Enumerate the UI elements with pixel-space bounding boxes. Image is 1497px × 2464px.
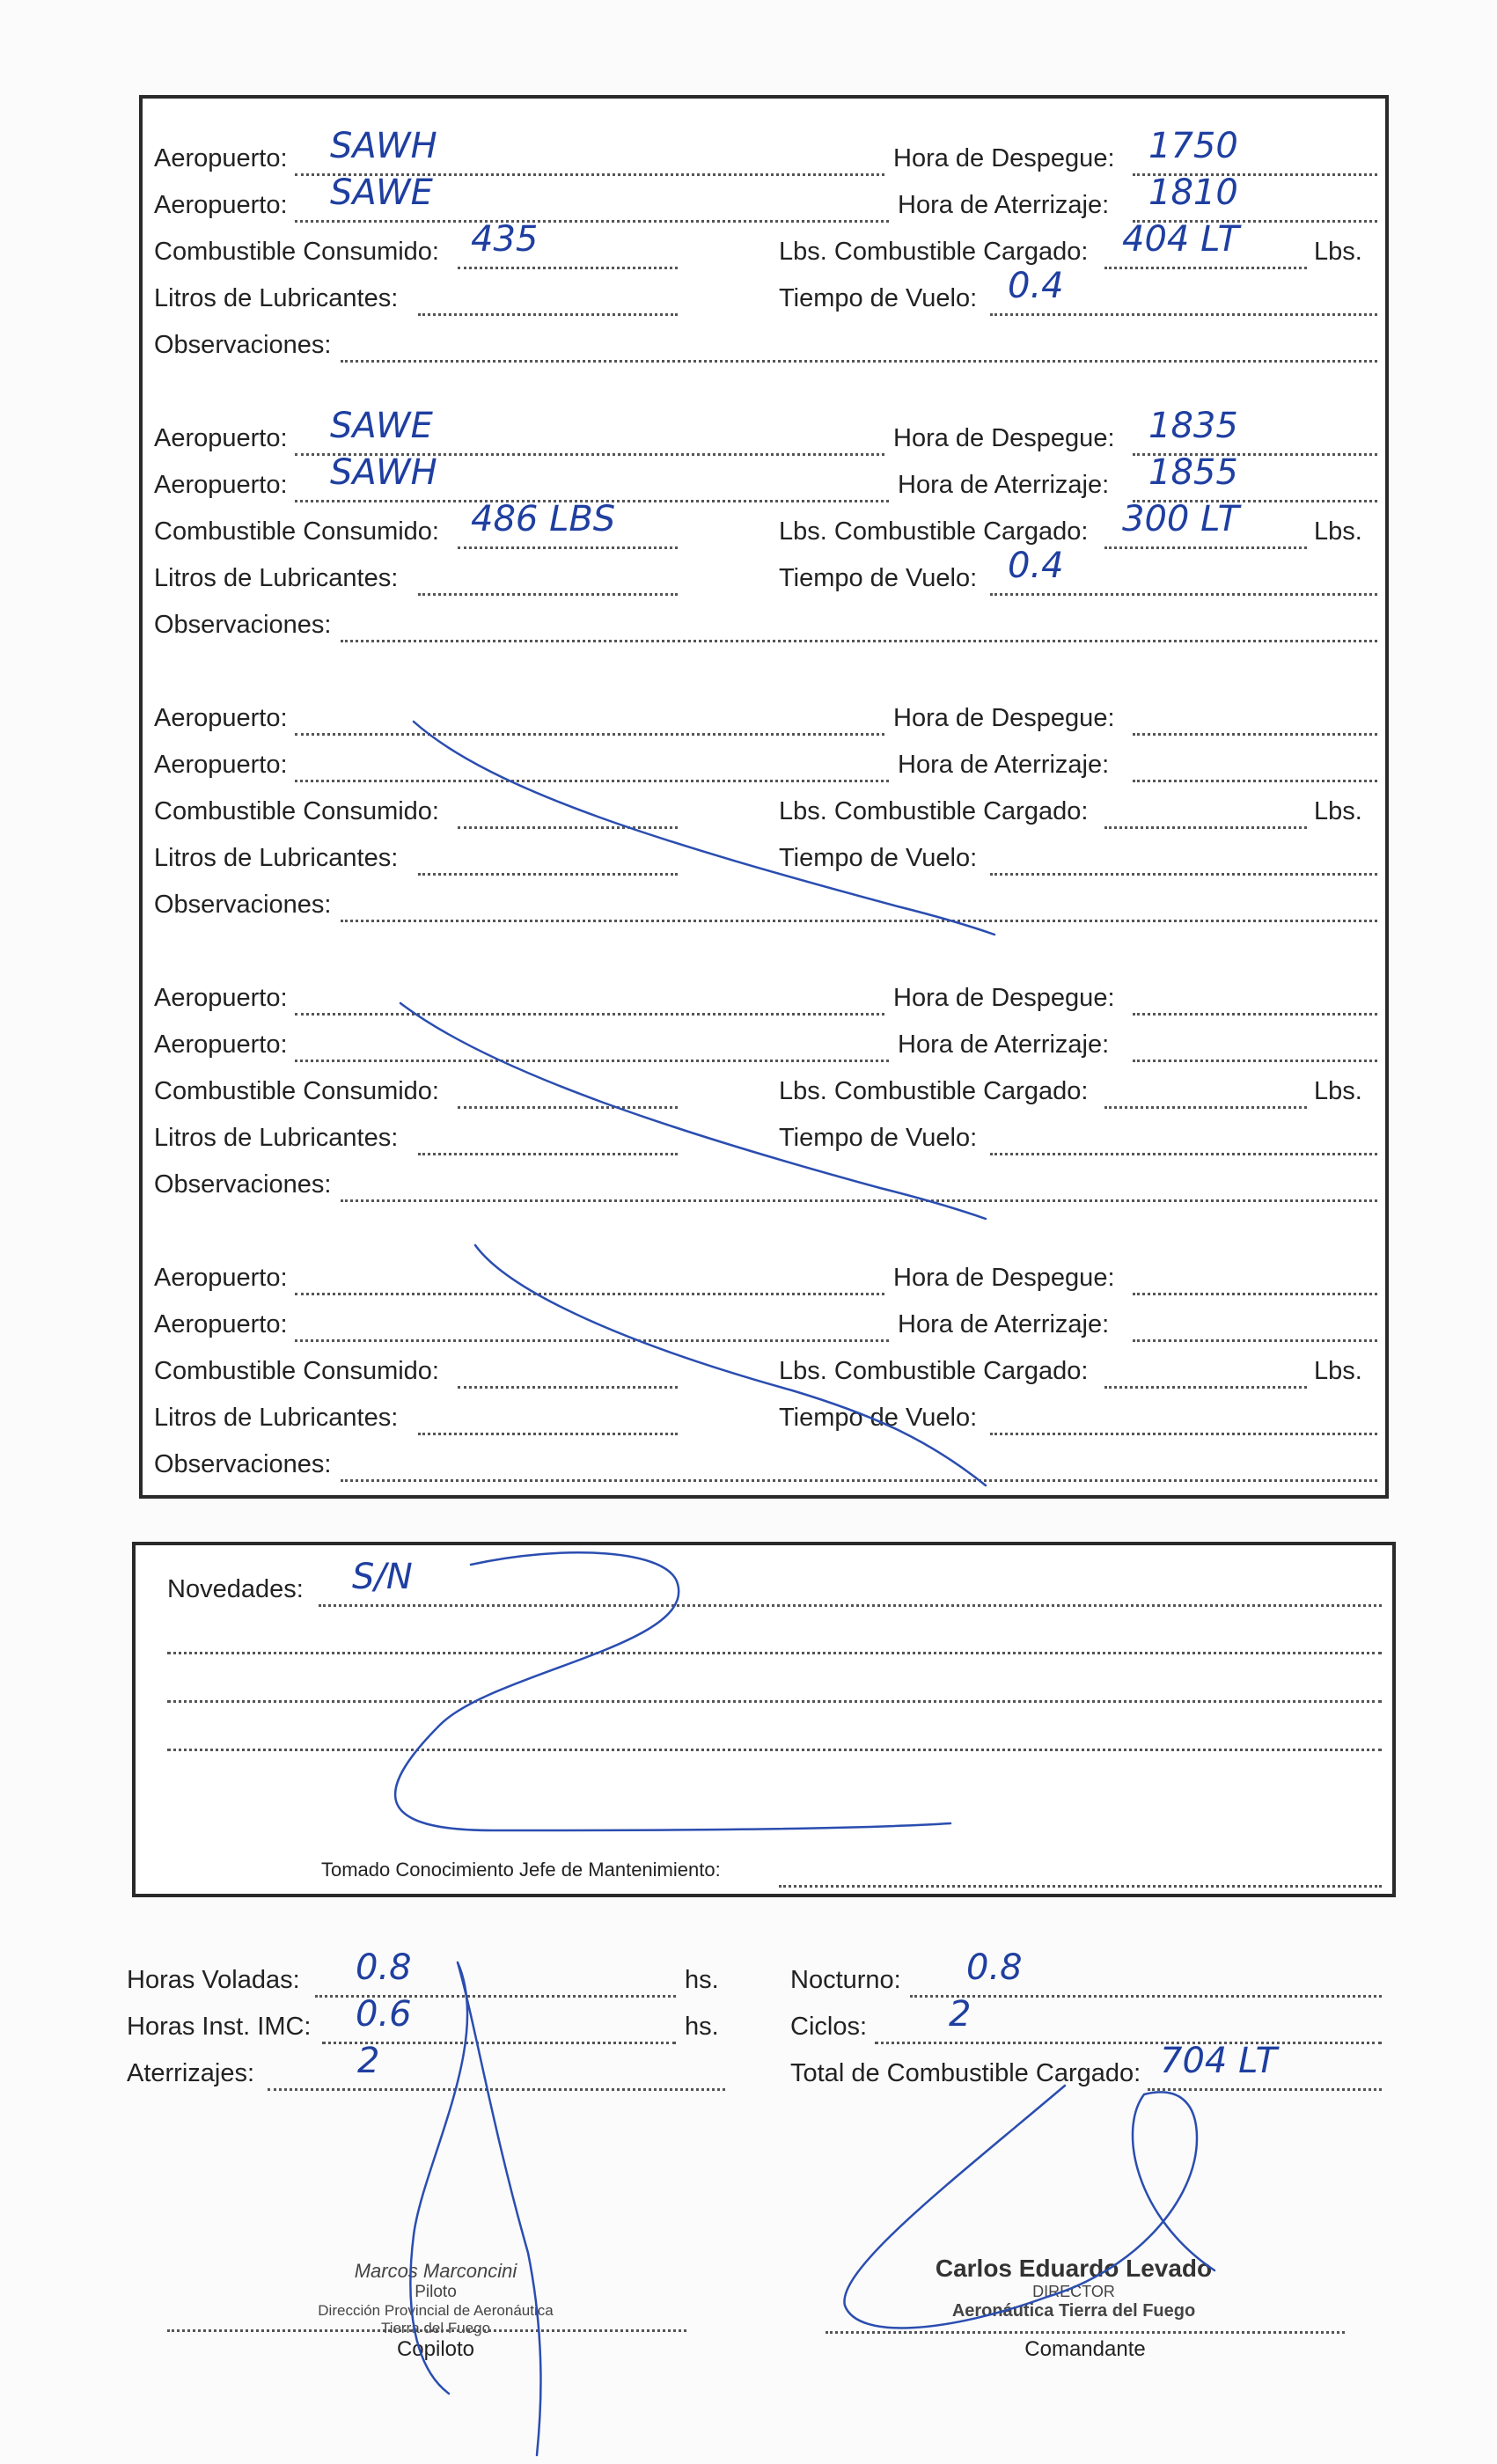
flight-3-combustible-cargado-unit: Lbs. [1314,797,1362,825]
flight-3-combustible-consumido-label: Combustible Consumido: [154,797,439,825]
flight-4-row-3 [154,1074,1377,1109]
flight-5-row-4 [154,1400,1377,1435]
signature-left-title: Piloto [415,2283,457,2301]
flight-1-combustible-cargado-label: Lbs. Combustible Cargado: [779,238,1089,266]
flight-4-aeropuerto-2-label: Aeropuerto: [154,1030,288,1059]
flight-3-hora-aterrizaje-dots [1133,747,1377,782]
flight-2-aeropuerto-2-label: Aeropuerto: [154,471,288,499]
flight-2-combustible-consumido-label: Combustible Consumido: [154,517,439,546]
flight-1-combustible-consumido-value[interactable]: 435 [471,219,539,260]
horas-voladas-value[interactable]: 0.8 [356,1947,412,1988]
flight-2-row-2 [154,452,1377,502]
flight-2-hora-aterrizaje-value[interactable]: 1855 [1148,452,1238,493]
flight-4-tiempo-vuelo-label: Tiempo de Vuelo: [779,1124,978,1152]
novedades-row [167,1557,1382,1607]
horas-voladas-unit: hs. [685,1966,719,1994]
tomado-conocimiento-row [321,1852,1382,1888]
flight-3-hora-despegue-label: Hora de Despegue: [893,704,1115,732]
flight-1-row-1 [154,126,1377,176]
flight-5-combustible-consumido-dots [458,1353,678,1389]
tomado-conocimiento-dots[interactable] [779,1852,1382,1888]
flight-5-hora-aterrizaje-dots [1133,1307,1377,1342]
flight-2-aeropuerto-2-value[interactable]: SAWH [330,452,437,493]
flight-3-hora-despegue-dots [1133,700,1377,736]
novedades-dots [319,1572,1382,1607]
nocturno-value[interactable]: 0.8 [966,1947,1023,1988]
signature-left-line[interactable] [167,2297,686,2332]
flight-3-row-1 [154,700,1377,736]
flight-1-hora-despegue-label: Hora de Despegue: [893,144,1115,172]
horas-voladas-row [127,1947,725,1998]
flight-2-row-4 [154,546,1377,596]
flight-1-hora-despegue-value[interactable]: 1750 [1148,126,1238,166]
aterrizajes-row [127,2041,725,2091]
flight-4-aeropuerto-2-dots [295,1027,889,1062]
flight-2-observaciones-label: Observaciones: [154,611,332,639]
flight-4-combustible-cargado-label: Lbs. Combustible Cargado: [779,1077,1089,1105]
flight-3-row-4 [154,840,1377,876]
flight-1-hora-aterrizaje-value[interactable]: 1810 [1148,172,1238,213]
flight-3-row-5 [154,887,1377,922]
flight-4-aeropuerto-1-dots [295,980,884,1016]
flight-2-tiempo-vuelo-label: Tiempo de Vuelo: [779,564,978,592]
novedades-dots-3 [167,1668,1382,1703]
flight-1-tiempo-vuelo-label: Tiempo de Vuelo: [779,284,978,312]
flight-5-aeropuerto-2-dots [295,1307,889,1342]
flight-4-hora-aterrizaje-dots [1133,1027,1377,1062]
novedades-label: Novedades: [167,1575,304,1603]
flight-2-aeropuerto-1-value[interactable]: SAWE [330,406,433,446]
flight-4-hora-aterrizaje-label: Hora de Aterrizaje: [898,1030,1110,1059]
novedades-value[interactable]: S/N [352,1557,413,1597]
signature-right-name: Carlos Eduardo Levado [935,2255,1213,2282]
flight-3-aeropuerto-2-label: Aeropuerto: [154,751,288,779]
flight-2-combustible-consumido-value[interactable]: 486 LBS [471,499,616,539]
aterrizajes-value[interactable]: 2 [357,2041,380,2081]
flight-4-row-2 [154,1027,1377,1062]
flight-2-litros-lubricantes-dots [418,561,678,596]
flight-5-aeropuerto-2-label: Aeropuerto: [154,1310,288,1338]
novedades-dots-2 [167,1619,1382,1654]
flight-5-tiempo-vuelo-dots [990,1400,1377,1435]
flight-3-litros-lubricantes-dots [418,840,678,876]
flight-4-combustible-consumido-label: Combustible Consumido: [154,1077,439,1105]
flight-5-hora-despegue-dots [1133,1260,1377,1295]
flight-1-row-3 [154,219,1377,269]
signature-right-line-row [826,2299,1345,2334]
nocturno-label: Nocturno: [790,1966,901,1994]
signature-left-name: Marcos Marconcini [354,2260,517,2282]
flight-2-combustible-cargado-value[interactable]: 300 LT [1122,499,1240,539]
flight-1-litros-lubricantes-dots [418,281,678,316]
flight-5-row-1 [154,1260,1377,1295]
horas-imc-unit: hs. [685,2013,719,2041]
flight-4-aeropuerto-1-label: Aeropuerto: [154,984,288,1012]
signature-right-line[interactable] [826,2299,1345,2334]
tomado-conocimiento-label: Tomado Conocimiento Jefe de Mantenimiento: [321,1859,721,1881]
flight-2-hora-despegue-label: Hora de Despegue: [893,424,1115,452]
novedades-line-3 [167,1668,1382,1703]
flight-4-tiempo-vuelo-dots [990,1120,1377,1155]
flight-5-aeropuerto-1-label: Aeropuerto: [154,1264,288,1292]
flight-4-combustible-consumido-dots [458,1074,678,1109]
signature-right-org: Aeronáutica Tierra del Fuego [951,2301,1196,2321]
horas-imc-label: Horas Inst. IMC: [127,2013,312,2041]
total-combustible-row [790,2041,1382,2091]
flight-2-tiempo-vuelo-value[interactable]: 0.4 [1008,546,1064,586]
flight-5-hora-aterrizaje-label: Hora de Aterrizaje: [898,1310,1110,1338]
signature-left-line-row [167,2297,686,2332]
flight-3-hora-aterrizaje-label: Hora de Aterrizaje: [898,751,1110,779]
flight-3-row-3 [154,794,1377,829]
flight-2-row-5 [154,607,1377,642]
flight-2-row-1 [154,406,1377,456]
nocturno-row [790,1947,1382,1998]
flight-5-combustible-consumido-label: Combustible Consumido: [154,1357,439,1385]
flight-3-combustible-cargado-dots [1104,794,1307,829]
total-combustible-value[interactable]: 704 LT [1160,2041,1278,2081]
flight-4-hora-despegue-label: Hora de Despegue: [893,984,1115,1012]
horas-voladas-label: Horas Voladas: [127,1966,300,1994]
flight-2-combustible-cargado-unit: Lbs. [1314,517,1362,546]
flight-1-tiempo-vuelo-value[interactable]: 0.4 [1008,266,1064,306]
flight-4-litros-lubricantes-dots [418,1120,678,1155]
flight-1-observaciones-dots [341,327,1377,363]
flight-2-combustible-cargado-label: Lbs. Combustible Cargado: [779,517,1089,546]
signature-right-role: Comandante [1024,2337,1146,2361]
flight-1-observaciones-label: Observaciones: [154,331,332,359]
ciclos-value[interactable]: 2 [949,1994,972,2035]
ciclos-label: Ciclos: [790,2013,868,2041]
flight-1-aeropuerto-1-label: Aeropuerto: [154,144,288,172]
signature-right-title: DIRECTOR [1032,2283,1115,2300]
flight-3-observaciones-dots [341,887,1377,922]
flight-3-litros-lubricantes-label: Litros de Lubricantes: [154,844,399,872]
flight-4-hora-despegue-dots [1133,980,1377,1016]
flight-5-observaciones-label: Observaciones: [154,1450,332,1478]
signature-left-org: Dirección Provincial de Aeronáutica [318,2302,554,2319]
flight-5-observaciones-dots [341,1447,1377,1482]
flight-3-tiempo-vuelo-dots [990,840,1377,876]
horas-imc-row [127,1994,725,2044]
flight-2-litros-lubricantes-label: Litros de Lubricantes: [154,564,399,592]
flight-4-litros-lubricantes-label: Litros de Lubricantes: [154,1124,399,1152]
flight-1-hora-aterrizaje-label: Hora de Aterrizaje: [898,191,1110,219]
flight-1-row-4 [154,266,1377,316]
flight-4-observaciones-label: Observaciones: [154,1170,332,1199]
aterrizajes-dots [268,2056,725,2091]
flight-2-hora-despegue-value[interactable]: 1835 [1148,406,1238,446]
flight-5-litros-lubricantes-dots [418,1400,678,1435]
novedades-line-4 [167,1716,1382,1751]
signature-left-place: Tierra del Fuego [380,2320,491,2336]
flight-3-aeropuerto-1-dots [295,700,884,736]
flight-5-litros-lubricantes-label: Litros de Lubricantes: [154,1404,399,1432]
total-combustible-label: Total de Combustible Cargado: [790,2059,1141,2087]
flight-2-aeropuerto-1-label: Aeropuerto: [154,424,288,452]
flight-5-tiempo-vuelo-label: Tiempo de Vuelo: [779,1404,978,1432]
ciclos-row [790,1994,1382,2044]
flight-1-row-5 [154,327,1377,363]
flight-1-aeropuerto-2-value[interactable]: SAWE [330,172,433,213]
flight-4-observaciones-dots [341,1167,1377,1202]
flight-3-combustible-consumido-dots [458,794,678,829]
flight-5-row-5 [154,1447,1377,1482]
flight-2-observaciones-dots [341,607,1377,642]
novedades-line-2 [167,1619,1382,1654]
flight-2-hora-aterrizaje-label: Hora de Aterrizaje: [898,471,1110,499]
flight-3-row-2 [154,747,1377,782]
flight-5-aeropuerto-1-dots [295,1260,884,1295]
flight-1-aeropuerto-2-label: Aeropuerto: [154,191,288,219]
flight-1-aeropuerto-1-value[interactable]: SAWH [330,126,437,166]
flight-5-row-3 [154,1353,1377,1389]
flight-2-row-3 [154,499,1377,549]
aterrizajes-label: Aterrizajes: [127,2059,255,2087]
flight-1-combustible-cargado-unit: Lbs. [1314,238,1362,266]
flight-1-litros-lubricantes-label: Litros de Lubricantes: [154,284,399,312]
flight-4-combustible-cargado-dots [1104,1074,1307,1109]
flight-3-aeropuerto-1-label: Aeropuerto: [154,704,288,732]
flight-5-row-2 [154,1307,1377,1342]
horas-imc-value[interactable]: 0.6 [356,1994,412,2035]
flight-5-combustible-cargado-label: Lbs. Combustible Cargado: [779,1357,1089,1385]
flight-3-observaciones-label: Observaciones: [154,891,332,919]
flight-4-combustible-cargado-unit: Lbs. [1314,1077,1362,1105]
flight-4-row-4 [154,1120,1377,1155]
flight-1-combustible-cargado-value[interactable]: 404 LT [1122,219,1240,260]
novedades-dots-4 [167,1716,1382,1751]
signature-left-role: Copiloto [396,2337,475,2361]
flight-1-combustible-consumido-label: Combustible Consumido: [154,238,439,266]
flight-3-tiempo-vuelo-label: Tiempo de Vuelo: [779,844,978,872]
flight-5-combustible-cargado-dots [1104,1353,1307,1389]
flight-5-combustible-cargado-unit: Lbs. [1314,1357,1362,1385]
flight-5-hora-despegue-label: Hora de Despegue: [893,1264,1115,1292]
flight-3-combustible-cargado-label: Lbs. Combustible Cargado: [779,797,1089,825]
flight-4-row-5 [154,1167,1377,1202]
flight-3-aeropuerto-2-dots [295,747,889,782]
flight-1-row-2 [154,172,1377,223]
flight-4-row-1 [154,980,1377,1016]
